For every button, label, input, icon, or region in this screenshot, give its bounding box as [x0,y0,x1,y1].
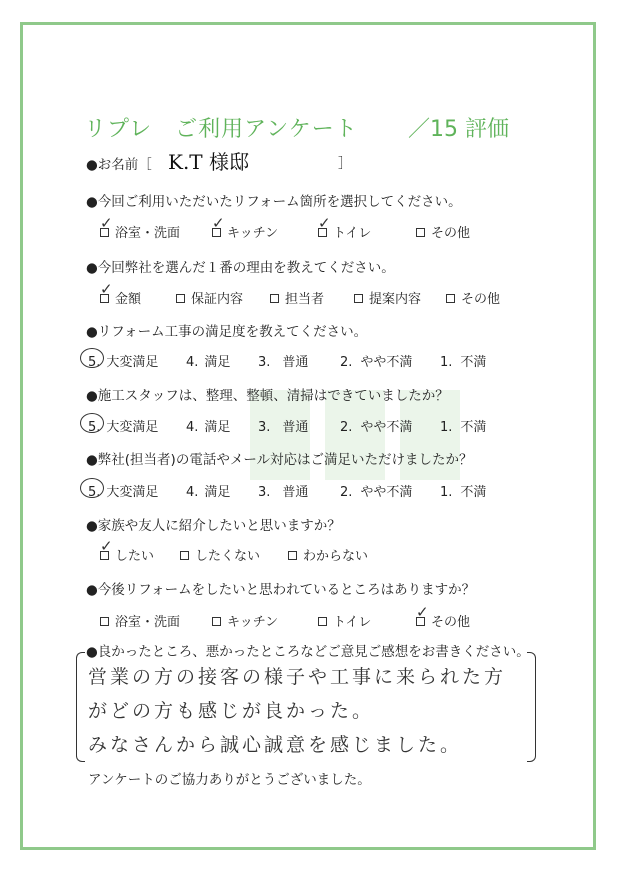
footer-thanks: アンケートのご協力ありがとうございました。 [88,772,371,788]
q1-option-kitchen[interactable]: キッチン [212,222,278,241]
q4-scale-4[interactable]: 4. 満足 [186,420,231,435]
q5-scale-4[interactable]: 4. 満足 [186,485,231,500]
q7-option-kitchen[interactable]: キッチン [212,611,278,630]
name-label: ●お名前［ [86,157,152,173]
q7-option-other[interactable]: その他 [416,611,470,630]
comment-line-3: みなさんから誠心誠意を感じました。 [88,734,463,756]
checkmark-icon: ✓ [318,214,331,232]
q6-option-no[interactable]: したくない [180,545,260,564]
selection-circle [80,413,104,433]
comment-box[interactable] [76,652,536,762]
checkmark-icon: ✓ [100,280,113,298]
q5-scale-5[interactable]: 5. 大変満足 [88,485,159,500]
question-4: ●施工スタッフは、整理、整頓、清掃はできていましたか？ [86,388,449,404]
q4-scale-3[interactable]: 3. 普通 [258,420,309,435]
q3-scale-2[interactable]: 2. やや不満 [340,355,413,370]
q1-option-other[interactable]: その他 [416,222,470,241]
q7-option-toilet[interactable]: トイレ [318,611,371,630]
question-6: ●家族や友人に紹介したいと思いますか？ [86,518,341,534]
question-5: ●弊社(担当者)の電話やメール対応はご満足いただけましたか？ [86,452,473,468]
q2-option-staff[interactable]: 担当者 [270,288,324,307]
question-7: ●今後リフォームをしたいと思われているところはありますか？ [86,582,476,598]
comment-line-1: 営業の方の接客の様子や工事に来られた方 [88,666,507,688]
q2-option-warranty[interactable]: 保証内容 [176,288,243,307]
q3-scale-1[interactable]: 1. 不満 [440,355,487,370]
q3-scale-3[interactable]: 3. 普通 [258,355,309,370]
comment-line-2: がどの方も感じが良かった。 [88,700,375,722]
question-1: ●今回ご利用いただいたリフォーム箇所を選択してください。 [86,194,462,210]
name-bracket-close: ］ [338,156,352,172]
question-3: ●リフォーム工事の満足度を教えてください。 [86,324,368,340]
checkmark-icon: ✓ [416,603,429,621]
name-value: K.T 様邸 [168,150,249,174]
q2-option-other[interactable]: その他 [446,288,500,307]
q5-scale-2[interactable]: 2. やや不満 [340,485,413,500]
q3-scale-4[interactable]: 4. 満足 [186,355,231,370]
q2-option-price[interactable]: 金額 [100,288,141,307]
comment-bracket-right [527,652,536,762]
q4-scale-5[interactable]: 5. 大変満足 [88,420,159,435]
survey-title: リプレ ご利用アンケート [84,117,358,142]
q1-option-toilet[interactable]: トイレ [318,222,371,241]
comment-bracket-left [76,652,85,762]
q6-option-unsure[interactable]: わからない [288,545,368,564]
q5-scale-1[interactable]: 1. 不満 [440,485,487,500]
checkmark-icon: ✓ [212,214,225,232]
q5-scale-3[interactable]: 3. 普通 [258,485,309,500]
question-2: ●今回弊社を選んだ１番の理由を教えてください。 [86,260,395,276]
evaluation-label: ／15 評価 [408,117,509,142]
question-8: ●良かったところ、悪かったところなどご意見ご感想をお書きください。 [86,644,530,660]
q2-option-proposal[interactable]: 提案内容 [354,288,421,307]
q4-scale-1[interactable]: 1. 不満 [440,420,487,435]
checkmark-icon: ✓ [100,214,113,232]
selection-circle [80,348,104,368]
q6-option-yes[interactable]: したい [100,545,154,564]
q7-option-bath[interactable]: 浴室・洗面 [100,611,180,630]
checkmark-icon: ✓ [100,537,113,555]
q4-scale-2[interactable]: 2. やや不満 [340,420,413,435]
selection-circle [80,478,104,498]
q3-scale-5[interactable]: 5. 大変満足 [88,355,159,370]
q1-option-bath[interactable]: 浴室・洗面 [100,222,180,241]
